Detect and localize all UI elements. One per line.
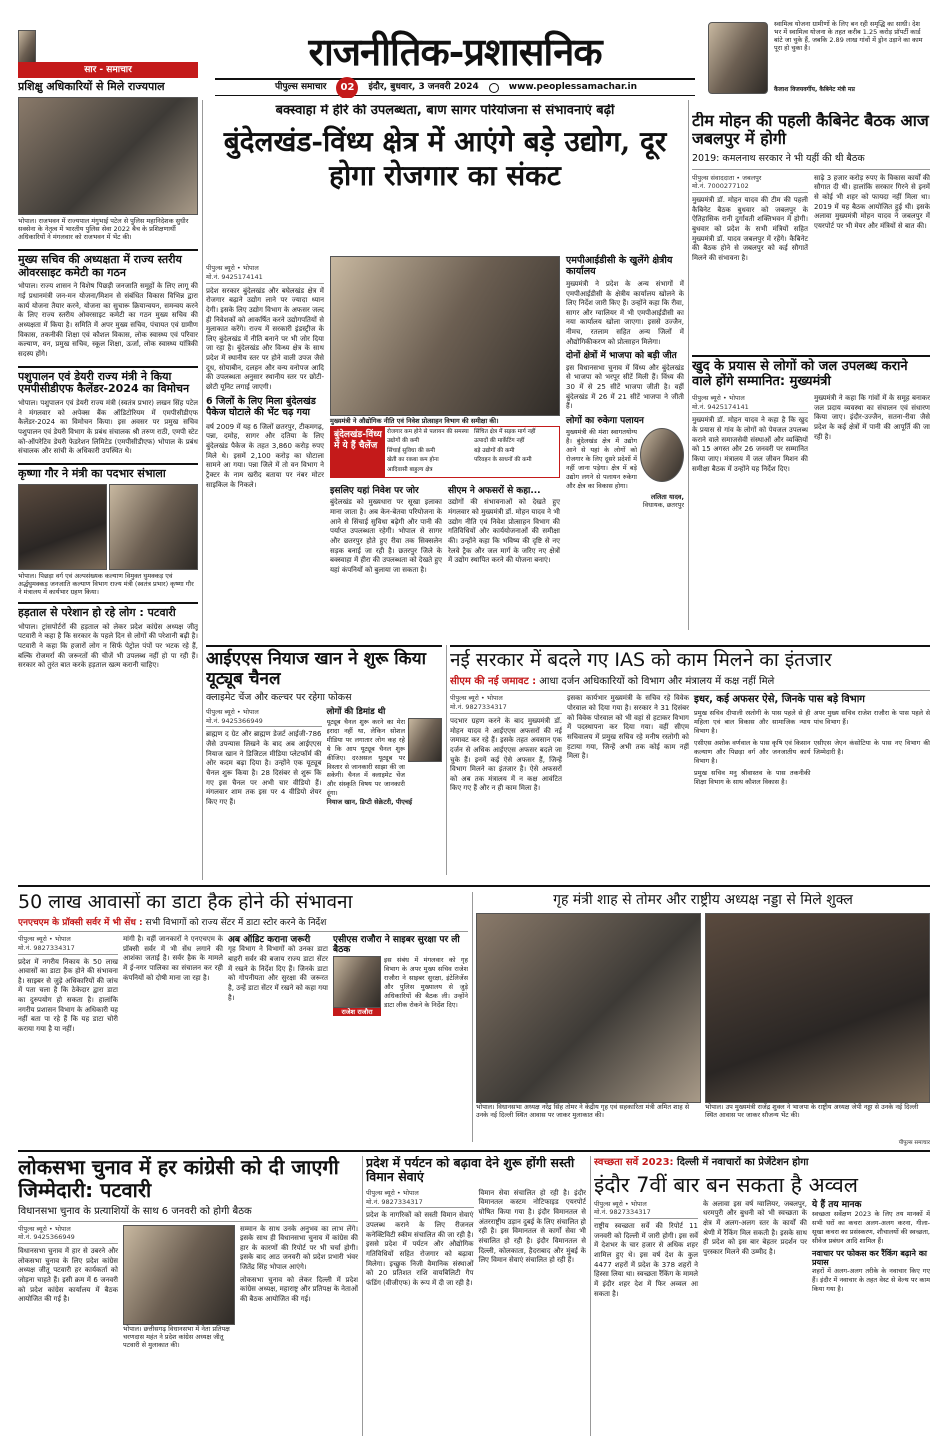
- article-body: विधानसभा चुनाव में हार से उबरने और लोकसभा चुनाव के लिए प्रदेश कांग्रेस अध्यक्ष जीतू पटवारी हर कार्यकर्ता को जोड़ना चाहते हैं। इसी क्रम में 6 जनवरी को प्रदेश कांग्रेस कार्यालय में बैठक आयोजित की गई है।: [18, 1247, 118, 1304]
- article-body: वर्ष 2009 में यह 6 जिलों छतरपुर, टीकमगढ़, पन्ना, दमोह, सागर और दतिया के लिए बुंदेलखंड पैकेज के तहत 3,860 करोड़ रुपए मिले थे। इसमें 2,100 करोड़ का घोटाला सामने आ गया। पन्ना जिले में तो वन विभाग ने ट्रैक्टर के नाम खरीद बताया पर नंबर मोटर साइकिल के निकले।: [206, 422, 324, 489]
- byline: पीपुल्स ब्यूरो • भोपाल: [366, 1188, 419, 1197]
- subheadline: लोगों का रुकेगा पलायन: [566, 416, 644, 427]
- quote-name: ललिता यादव,: [650, 493, 684, 502]
- challenge-item: सिंचित क्षेत्र में सड़क मार्ग नहीं: [474, 429, 536, 435]
- brand-name: पीपुल्स समाचार: [275, 82, 327, 93]
- byline: पीपुल्स ब्यूरो • भोपाल: [18, 1224, 71, 1233]
- challenge-item: उद्योगों की कमी: [387, 438, 420, 445]
- deck: क्लाइमेट चेंज और कल्चर पर रहेगा फोकस: [206, 692, 352, 704]
- mobile: मो.नं. 9425174141: [692, 402, 749, 411]
- headline: लोकसभा चुनाव में हर कांग्रेसी को दी जाएगी जिम्मेदारी: पटवारी: [18, 1156, 339, 1202]
- quote-box: [700, 18, 930, 100]
- headline: पशुपालन एवं डेयरी राज्य मंत्री ने किया एमपीसीडीएफ कैलेंडर-2024 का विमोचन: [18, 369, 190, 396]
- headline: इंदौर 7वीं बार बन सकता है अव्वल: [594, 1172, 859, 1197]
- mobile: मो.नं. 9425174141: [206, 272, 263, 281]
- photo-credit: पीपुल्स समाचार: [898, 1140, 930, 1147]
- deck: सभी विभागों को राज्य सेंटर में डाटा स्टोर करने के निर्देश: [145, 917, 327, 928]
- list-item: प्रमुख सचिव दीपाली रस्तोगी के पास पहले से ही महिला एवं बाल विकास और सामाजिक न्याय विभाग है।: [694, 708, 811, 735]
- article-body: भोपाल। पशुपालन एवं डेयरी राज्य मंत्री (स्वतंत्र प्रभार) लखन सिंह पटेल ने मंगलवार को अपेक्स बैंक ऑडिटोरियम में एमपीसीडीएफ कैलेंडर-2024 का विमोचन किया। इस अवसर पर प्रमुख सचिव पशुपालन एवं डेयरी विभाग के प्रबंध संचालक श्री तरुण राठी, एमपी स्टेट को-ऑपरेटिव डेयरी फेडरेशन लिमिटेड (एमपीसीडीएफ) भोपाल के प्रबंध संचालक और सांची के अधिकारी उपस्थित थे।: [18, 398, 198, 456]
- headline: प्रदेश में पर्यटन को बढ़ावा देने शुरू होंगी सस्ती विमान सेवाएं: [366, 1156, 575, 1185]
- headline: नई सरकार में बदले गए IAS को काम मिलने का इंतजार: [450, 649, 832, 671]
- deck: 2019: कमलनाथ सरकार ने भी यहीं की थी बैठक: [692, 153, 930, 170]
- photo-caption: भोपाल। पिछड़ा वर्ग एवं अल्पसंख्यक कल्याण विमुक्त घुमक्कड़ एवं अर्द्धघुमक्कड़ जनजाति कल्याण विभाग राज्य मंत्री (स्वतंत्र प्रभार) कृष्णा गौर ने मंत्रालय में कार्यभार ग्रहण किया।: [18, 571, 194, 596]
- deck-label: एनएचएम के प्रॉक्सी सर्वर में भी सेंध :: [18, 917, 143, 928]
- challenge-item: सिंचाई सुविधा की कमी: [387, 447, 436, 454]
- kicker-label: स्वच्छता सर्वे 2023:: [594, 1157, 674, 1168]
- website-link[interactable]: www.peoplessamachar.in: [508, 82, 638, 93]
- subheadline: ये हैं तय मानक: [812, 1199, 862, 1210]
- ias-transfer-story: [450, 645, 930, 880]
- mobile: मो.नं. 9425366949: [18, 1233, 75, 1242]
- subheadline: नवाचार पर फोकस कर रैंकिंग बढ़ाने का प्रयास: [812, 1248, 927, 1268]
- headline: हड़ताल से परेशान हो रहे लोग : पटवारी: [18, 605, 176, 619]
- lead-story: [206, 104, 684, 644]
- challenge-title: बुंदेलखंड-विंध्य में ये हैं चैलेंज: [331, 427, 385, 477]
- article-body: मुख्यमंत्री डॉ. मोहन यादव की टीम की पहली कैबिनेट बैठक बुधवार को जबलपुर के ऐतिहासिक रानी दुर्गावती शक्तिभवन में होगी। बुधवार को प्रदेश के सभी मंत्रियों सहित मुख्यमंत्री डॉ. यादव जबलपुर में रहेंगे। कैबिनेट की बैठक होने से जबलपुर को कई सौगातें मिलने की संभावना है।: [692, 196, 808, 263]
- subheadline: दोनों क्षेत्रों में भाजपा को बड़ी जीत: [566, 351, 677, 362]
- byline: पीपुल्स ब्यूरो • भोपाल: [18, 934, 71, 943]
- mobile: मो.नं. 9827334317: [450, 703, 507, 712]
- article-body: यूट्यूब चैनल शुरू करने का मेरा इरादा नहीं था, लेकिन सोशल मीडिया पर लगातार लोग कह रहे थे कि आप यूट्यूब चैनल शुरू कीजिए। दरअसल यूट्यूब पर विस्तार से जानकारी साझा की जा सकेगी। चैनल में क्लाइमेट चेंज और संस्कृति विषय पर जानकारी दूंगा।: [326, 717, 405, 798]
- subheadline: अब ऑडिट कराना जरूरी: [228, 934, 311, 945]
- byline: पीपुल्स ब्यूरो • भोपाल: [206, 707, 259, 716]
- article-body: मुख्यमंत्री डॉ. मोहन यादव ने कहा है कि खुद के प्रयास से गांव के लोगों को पेयजल उपलब्ध कराने वाले समाजसेवी संस्थाओं और व्यक्तियों को 15 अगस्त और 26 जनवरी पर सम्मानित किया जाए। मंत्रालय में जल जीवन मिशन की समीक्षा बैठक में उन्होंने यह निर्देश दिए।: [692, 416, 808, 473]
- meeting-story: [476, 892, 930, 1147]
- headline: गृह मंत्री शाह से तोमर और राष्ट्रीय अध्यक्ष नड्डा से मिले शुक्ल: [553, 892, 853, 908]
- headline: कृष्णा गौर ने मंत्री का पदभार संभाला: [18, 466, 166, 480]
- mobile: मो.नं. 9827334317: [18, 943, 75, 952]
- list-item: अपर मुख्य सचिव राजेश राजौरा के पास पहले से पांच विभाग हैं।: [813, 708, 930, 726]
- globe-icon: [489, 83, 499, 93]
- deck-label: सीएम की नई जमावट :: [450, 675, 537, 687]
- article-body: के अलावा इस वर्ष ग्वालियर, जबलपुर, धरमपुरी और बुधनी को भी स्वच्छता के क्षेत्र में अलग-अलग स्तर के कार्यों की श्रेणी में रैंकिंग मिल सकती है। इसके साथ ही प्रदेश को इस बार बेहतर प्रदर्शन पर पुरस्कार मिलने की उम्मीद है।: [703, 1199, 807, 1256]
- quote-person: कैलाश विजयवर्गीय, कैबिनेट मंत्री मप्र: [774, 86, 855, 93]
- mobile: मो.नं. 9827334317: [594, 1208, 651, 1217]
- article-body: उद्योगों की संभावनाओं को देखते हुए मंगलवार को मुख्यमंत्री डॉ. मोहन यादव ने भी उद्योग नीति एवं निवेश प्रोत्साहन विभाग की गतिविधियों और कार्ययोजनाओं की समीक्षा की। उन्होंने कहा कि भविष्य की दृष्टि से नए रेलवे ट्रैक और जल मार्ग के जरिए नए क्षेत्रों में उद्योग स्थापित करने की योजना बनाएं।: [448, 498, 560, 565]
- article-body: प्रदेश में नगरीय निकाय के 50 लाख आवासों का डाटा हैक होने की संभावना है। साइबर से जुड़े अधिकारियों की जांच में पता चला है कि ठेकेदार द्वारा डाटा का दुरुपयोग हो सकता है। हालांकि नगरीय प्रशासन विभाग के अधिकारी यह नहीं बता पा रहे हैं कि यह डाटा चोरी कराया गया है या नहीं।: [18, 957, 118, 1034]
- challenge-item: रोजगार कम होने से पलायन की समस्या: [387, 429, 469, 435]
- box-headline: इधर, कई अफसर ऐसे, जिनके पास बड़े विभाग: [694, 694, 865, 706]
- water-story: [692, 355, 930, 640]
- article-body: साढ़े 3 हजार करोड़ रुपए के विकास कार्यों की सौगात दी थी। हालांकि सरकार गिरने से इनमें से कोई भी शहर को फायदा नहीं मिला था। 2019 में यह बैठक आयोजित हुई थी। इसके अलावा मुख्यमंत्री मोहन यादव ने जबलपुर में एयरपोर्ट पर भी मेयर और मंत्रियों से बात की।: [814, 173, 930, 230]
- subheadline: लोगों की डिमांड थी: [326, 706, 386, 717]
- article-body: भोपाल। ट्रांसपोर्टरों की हड़ताल को लेकर प्रदेश कांग्रेस अध्यक्ष जीतू पटवारी ने कहा है कि सरकार के पहले दिन से लोगों की परेशानी बढ़ी है। पटवारी ने कहा कि हजारों लोग न सिर्फ पेट्रोल पंपों पर भटक रहे हैं, बल्कि रोजमर्रा की जरूरतों की चीजें भी उपलब्ध नहीं हो पा रही हैं। सरकार को तुरंत बात करके हड़ताल खत्म करानी चाहिए।: [18, 622, 198, 670]
- news-photo: [705, 913, 930, 1103]
- headline: टीम मोहन की पहली कैबिनेट बैठक आज जबलपुर में होगी: [692, 112, 929, 149]
- kicker: दिल्ली में नवाचारों का प्रेजेंटेशन होगा: [677, 1157, 809, 1168]
- mobile: मो.नं. 9425366949: [206, 716, 263, 725]
- mobile: मो.नं. 7000277102: [692, 182, 749, 191]
- challenge-item: उत्पादों की मार्केटिंग नहीं: [474, 438, 525, 445]
- article-body: प्रदेश के नागरिकों को सस्ती विमान सेवाएं उपलब्ध कराने के लिए रीजनल कनेक्टिविटी स्कीम संचालित की जा रही है। इससे प्रदेश में पर्यटन और औद्योगिक गतिविधियों सहित रोजगार को बढ़ावा मिलेगा। इच्छुक निजी वैमानिक संस्थाओं को 20 प्रतिशत राशि वायबिलिटी गैप फंडिंग (वीजीएफ) के रूप में दी जा रही है।: [366, 1211, 474, 1287]
- challenge-item: आदिवासी बाहुल्य क्षेत्र: [387, 466, 433, 473]
- challenge-item: परिवहन के साधनों की कमी: [474, 457, 532, 464]
- byline: पीपुल्स संवाददाता • जबलपुर: [692, 173, 762, 182]
- subheadline: एसीएस राजौरा ने साइबर सुरक्षा पर ली बैठक: [333, 934, 460, 956]
- quote-name: नियाज खान, डिप्टी सेक्रेटरी, पीएचई: [326, 798, 413, 807]
- portrait-photo: [708, 22, 768, 94]
- section-title: राजनीतिक-प्रशासनिक: [308, 30, 602, 74]
- photo-caption: भोपाल। छत्तीसगढ़ विधानसभा में नेता प्रतिपक्ष चरणदास महंत ने प्रदेश कांग्रेस अध्यक्ष जीतू पटवारी से मुलाकात की।: [123, 1324, 230, 1349]
- article-body: स्वच्छता सर्वेक्षण 2023 के लिए तय मानकों में सभी घरों का कचरा अलग-अलग करना, गीला-सूखा कचरा का प्रसंस्करण, शौचालयों की स्वच्छता, सीवेज प्रबंधन आदि शामिल हैं।: [812, 1209, 930, 1245]
- headline: मुख्य सचिव की अध्यक्षता में राज्य स्तरीय ओवरसाइट कमेटी का गठन: [18, 253, 182, 279]
- list-item: प्रमुख सचिव मनु श्रीवास्तव के पास तकनीकी शिक्षा विभाग के साथ कौशल विकास है।: [694, 768, 811, 786]
- page-number: 02: [336, 77, 358, 99]
- list-item: एसीएस जेएन कंसोटिया के पास नए विभाग की जिम्मेदारी है।: [813, 738, 930, 756]
- mobile: मो.नं. 9827334317: [366, 1197, 423, 1206]
- byline: पीपुल्स ब्यूरो • भोपाल: [450, 694, 503, 703]
- left-column: [18, 62, 198, 912]
- headline: 50 लाख आवासों का डाटा हैक होने की संभावना: [18, 892, 353, 913]
- article-body: प्रदेश सरकार बुंदेलखंड और बघेलखंड क्षेत्र में रोजगार बढ़ाने उद्योग लाने पर ज्यादा ध्यान देगी। इसके लिए उद्योग विभाग के अफसर जल्द ही निवेशकों को आकर्षित करने उद्योगपतियों से मुलाकात करेंगे। राज्य में सरकारी इंडस्ट्रीज के लिए बुंदेलखंड में नीति बनाने पर भी जोर दिया जा रहा है। बुंदेलखंड और विन्ध्य क्षेत्र के साथ प्रदेश में स्थानीय स्तर पर होने वाली उपज जैसे दूध, सोयाबीन, दलहन और वन्य वनोपज आदि की उपलब्धता अनुसार स्थानीय स्तर पर छोटी-छोटी यूनिट लगाई जाएगी।: [206, 286, 324, 392]
- section-tag: सार - समाचार: [18, 62, 198, 78]
- article-body: गृह विभाग ने विभागों को उनका डाटा बाहरी सर्वर की बजाय राज्य डाटा सेंटर में रखने के निर्देश दिए हैं। जिनके डाटा को गोपनीयता और सुरक्षा की जरूरत है, उन्हें डाटा सेंटर में रखने को कहा गया है।: [228, 945, 328, 1002]
- dateline: इंदौर, बुधवार, 3 जनवरी 2024: [368, 82, 479, 93]
- article-body: इस विधानसभा चुनाव में विंध्य और बुंदेलखंड से भाजपा को भरपूर सीटें मिली हैं। विंध्य की 30 में से 25 सीटें भाजपा जीती है। वहीं बुंदेलखंड में 26 में 21 सीटें भाजपा ने जीती हैं।: [566, 363, 684, 411]
- challenge-item: खेती का रकबा कम होना: [387, 457, 439, 464]
- article-body: सम्मान के साथ उनके अनुभव का लाभ लेंगे। इसके साथ ही विधानसभा चुनाव में कांग्रेस की हार के कारणों की रिपोर्ट पर भी चर्चा होगी। इसके बाद आठ जनवरी को प्रदेश प्रभारी भंवर जितेंद्र सिंह भोपाल आएंगे।: [240, 1224, 358, 1272]
- page-header: [215, 30, 695, 98]
- deck: आधा दर्जन अधिकारियों को विभाग और मंत्रालय में कक्ष नहीं मिले: [539, 675, 775, 687]
- byline: पीपुल्स ब्यूरो • भोपाल: [692, 393, 745, 402]
- lead-headline: बुंदेलखंड-विंध्य क्षेत्र में आएंगे बड़े उद्योग, दूर होगा रोजगार का संकट: [223, 124, 667, 193]
- quote-role: विधायक, छतरपुर: [642, 501, 684, 510]
- subheadline: सीएम ने अफसरों से कहा...: [448, 486, 541, 496]
- article-body: बुंदेलखंड को मुख्यधारा पर सूखा इलाका माना जाता है। अब केन-बेतवा परियोजना के आने से सिंचाई सुविधा बढ़ेगी और पानी की पर्याप्त उपलब्धता रहेगी। भोपाल से सागर और छतरपुर होते हुए रीवा तक सिक्सलेन सड़क बनाई जा रही है। छतरपुर जिले के बक्स्वाहा में हीरा की उपलब्धता को देखते हुए यहां कंपनियों को बुलाया जा सकता है।: [330, 498, 442, 574]
- article-body: मांगी है। वहीं जानकारों ने एनएचएम के प्रॉक्सी सर्वर में भी सेंध लगाने की आशंका जताई है। सर्वर हैक के मामले में ई-नगर पालिका का संचालन कर रही कंपनियों को दोषी माना जा रहा है।: [123, 934, 223, 982]
- headline: खुद के प्रयास से लोगों को जल उपलब्ध कराने वाले होंगे सम्मानित: मुख्यमंत्री: [692, 359, 908, 389]
- congress-story: [18, 1156, 358, 1436]
- quote-text: मुख्यमंत्री की मंशा स्वागतयोग्य है। बुंदेलखंड क्षेत्र में उद्योग आने से यहां के लोगों को रोजगार के लिए दूसरे प्रदेशों में नहीं जाना पड़ेगा। क्षेत्र में बड़े उद्योग लगने से पलायन रुकेगा और क्षेत्र का विकास होगा।: [566, 428, 637, 491]
- cleanliness-story: [594, 1156, 930, 1436]
- article-body: राष्ट्रीय स्वच्छता सर्वे की रिपोर्ट 11 जनवरी को दिल्ली में जारी होगी। इस सर्वे में देशभर के चार हजार से अधिक शहर शामिल हुए थे। इस वर्ष देश के कुल 4477 शहरों में प्रदेश के 378 शहरों ने हिस्सा लिया था। स्वच्छता रैंकिंग के मामले में इंदौर शहर देश में फिर अव्वल आ सकता है।: [594, 1222, 698, 1298]
- news-photo: [476, 913, 701, 1103]
- article-body: इस संबंध में मंगलवार को गृह विभाग के अपर मुख्य सचिव राजेश राजौरा ने साइबर सुरक्षा, इंटेलिजेंस और पुलिस मुख्यालय से जुड़े अधिकारियों की बैठक ली। उन्होंने डाटा लीक रोकने के निर्देश दिए।: [384, 955, 468, 1009]
- article-body: विमान सेवा संचालित हो रही है। इंदौर विमानतल कस्टम नोटिफाइड एयरपोर्ट घोषित किया गया है। इंदौर विमानतल से अंतरराष्ट्रीय उड़ान दुबई के लिए संचालित हो रही है। इस विमानतल से कार्गो सेवा भी संचालित हो रही है। इंदौर विमानतल से दिल्ली, कोलकाता, हैदराबाद और मुंबई के लिए विमान सेवाएं संचालित हो रही हैं।: [478, 1188, 586, 1265]
- portrait-photo: [333, 956, 381, 1008]
- news-photo: [18, 97, 198, 215]
- headline: आईएएस नियाज खान ने शुरू किया यूट्यूब चैनल: [206, 649, 426, 689]
- challenge-item: बड़े उद्योगों की कमी: [474, 447, 515, 454]
- article-body: भोपाल। राज्य शासन ने विशेष पिछड़ी जनजाति समूहों के लिए लागू की गई प्रधानमंत्री जन-मन योजना/मिशन से संबंधित विकास विभिन्न द्वारा कार्य योजना तैयार करने, योजना का सुचारू क्रियान्वयन, समन्वय करने के लिए राज्य स्तरीय ओवरसाइट कमेटी का गठन मुख्य सचिव की अध्यक्षता में किया है। समिति में अपर मुख्य सचिव, पंचायत एवं ग्रामीण विकास, तकनीकी शिक्षा एवं कौशल विकास, लोक स्वास्थ्य एवं परिवार कल्याण, वन, प्रमुख सचिव, स्कूल शिक्षा, ऊर्जा, लोक स्वास्थ्य यांत्रिकी सदस्य होंगे।: [18, 282, 198, 359]
- subheadline: 6 जिलों के लिए मिला बुंदेलखंड पैकेज घोटाले की भेंट चढ़ गया: [206, 395, 316, 418]
- article-body: मुख्यमंत्री ने कहा कि गांवों में के समूह बनाकर जल प्रदाय व्यवस्था का संचालन एवं संधारण किया जाए। इंदौर-उज्जैन, सतना-रीवा जैसे प्रदेश के कई क्षेत्रों में पानी की आपूर्ति की जा रही है।: [814, 393, 930, 441]
- article-body: इसका कार्यभार मुख्यमंत्री के सचिव रहे विवेक पोरवाल को दिया गया है। सरकार ने 31 दिसंबर को विवेक पोरवाल को भी वहां से हटाकर विभाग में पदस्थापना कर दिया गया। वहीं सीएम सचिवालय में प्रमुख सचिव रहे मनीष रस्तोगी को हटाया गया, जिन्हें अभी तक कोई काम नहीं मिला है।: [567, 694, 689, 761]
- article-body: ब्राह्मण द ग्रेट और ब्राह्मण डेजर्ट आईजी-786 जैसे उपन्यास लिखने के बाद अब आईएएस नियाज खान ने डिजिटल मीडिया प्लेटफॉर्म की ओर कदम बढ़ा दिया है। उन्होंने एक यूट्यूब चैनल शुरू किया है। 28 दिसंबर से शुरू कि गए इस चैनल पर अभी चार वीडियो हैं। मंगलवार शाम तक इस पर 4 वीडियो शेयर किए गए हैं।: [206, 730, 322, 807]
- cabinet-story: [692, 112, 930, 352]
- article-body: पदभार ग्रहण करने के बाद मुख्यमंत्री डॉ. मोहन यादव ने आईएएस अफसरों की नई जमावट कर रहे हैं। इसके तहत अवसान एक दर्जन से अधिक आईएएस अफसर बदले जा चुके हैं। इनमें कई ऐसे अफसर हैं, जिन्हें विभाग मिलने का इंतजार है। ऐसे अफसरों को अब तक मंत्रालय में न कक्ष आवंटित किए गए हैं और न ही काम मिला है।: [450, 716, 562, 793]
- subheadline: इसलिए यहां निवेश पर जोर: [330, 486, 419, 496]
- news-photo: [123, 1225, 235, 1325]
- byline: पीपुल्स ब्यूरो • भोपाल: [594, 1199, 647, 1208]
- news-photo: [109, 484, 198, 570]
- data-hack-story: [18, 892, 468, 1147]
- kicker: बक्स्वाहा में हीरे की उपलब्धता, बाण सागर परियोजना से संभावनाएं बढ़ीं: [275, 104, 615, 118]
- photo-caption: मुख्यमंत्री ने औद्योगिक नीति एवं निवेश प्रोत्साहन विभाग की समीक्षा की।: [330, 417, 499, 425]
- list-item: एसीएस अशोक वर्णवाल के पास कृषि एवं किसान कल्याण और पिछड़ा वर्ग और जनजातीय कार्य विभाग है।: [694, 738, 811, 765]
- subheadline: एमपीआईडीसी के खुलेंगे क्षेत्रीय कार्यालय: [566, 255, 673, 277]
- article-body: शहरों में अलग-अलग तरीके के नवाचार किए गए हैं। इंदौर में नवाचार के तहत वेस्ट से वेल्थ पर काम किया गया है।: [812, 1267, 930, 1294]
- byline: पीपुल्स ब्यूरो • भोपाल: [206, 264, 259, 272]
- portrait-name: राजेश राजौरा: [333, 1008, 381, 1016]
- article-body: लोकसभा चुनाव को लेकर दिल्ली में प्रदेश कांग्रेस अध्यक्ष, महाराष्ट्र और प्रतिपक्ष के नेताओं की बैठक आयोजित की गई।: [240, 1275, 358, 1304]
- headline: प्रशिक्षु अधिकारियों से मिले राज्यपाल: [18, 80, 165, 94]
- news-photo: [18, 484, 107, 570]
- tourism-story: [366, 1156, 586, 1436]
- photo-caption: भोपाल। विधानसभा अध्यक्ष नरेंद्र सिंह तोमर ने केंद्रीय गृह एवं सहकारिता मंत्री अमित शाह से उनके नई दिल्ली स्थित आवास पर जाकर मुलाकात की।: [476, 1103, 690, 1120]
- portrait-photo: [408, 718, 442, 762]
- deck: विधानसभा चुनाव के प्रत्याशियों के साथ 6 जनवरी को होगी बैठक: [18, 1205, 358, 1222]
- ias-story: [206, 645, 442, 880]
- portrait-photo: [640, 428, 684, 482]
- photo-caption: भोपाल। राजभवन में राज्यपाल मंगुभाई पटेल से पुलिस महानिदेशक सुधीर सक्सेना के नेतृत्व में भारतीय पुलिस सेवा 2022 बैच के प्रशिक्षणार्थी अधिकारियों ने मंगलवार को राजभवन में भेंट की।: [18, 216, 189, 242]
- challenge-box: [330, 426, 560, 478]
- article-body: मुख्यमंत्री ने प्रदेश के अन्य संभागों में एमपीआईडीसी के क्षेत्रीय कार्यालय खोलने के लिए निर्देश जारी किए हैं। उन्होंने कहा कि रीवा, सागर और ग्वालियर में भी एमपीआईडीसी का नया कार्यालय खोला जाएगा। इससे उज्जैन, नीमच, रतलाम सहित अन्य जिलों में औद्योगिकीकरण को प्रोत्साहन मिलेगा।: [566, 279, 684, 346]
- photo-caption: भोपाल। उप मुख्यमंत्री राजेंद्र शुक्ल ने भाजपा के राष्ट्रीय अध्यक्ष जेपी नड्डा से उनके नई दिल्ली स्थित आवास पर जाकर सौजन्य भेंट की।: [705, 1103, 919, 1120]
- lead-photo: [330, 256, 560, 416]
- quote-text: स्वामित्व योजना ग्रामीणों के लिए बन रही समृद्धि का साधी। देश भर में स्वामित्व योजना के तहत करीब 1.25 करोड़ प्रॉपर्टी कार्ड बांटे जा चुके हैं, जबकि 2.89 लाख गांवों में ड्रोन उड़ाने का काम पूरा हो चुका है।: [774, 20, 923, 53]
